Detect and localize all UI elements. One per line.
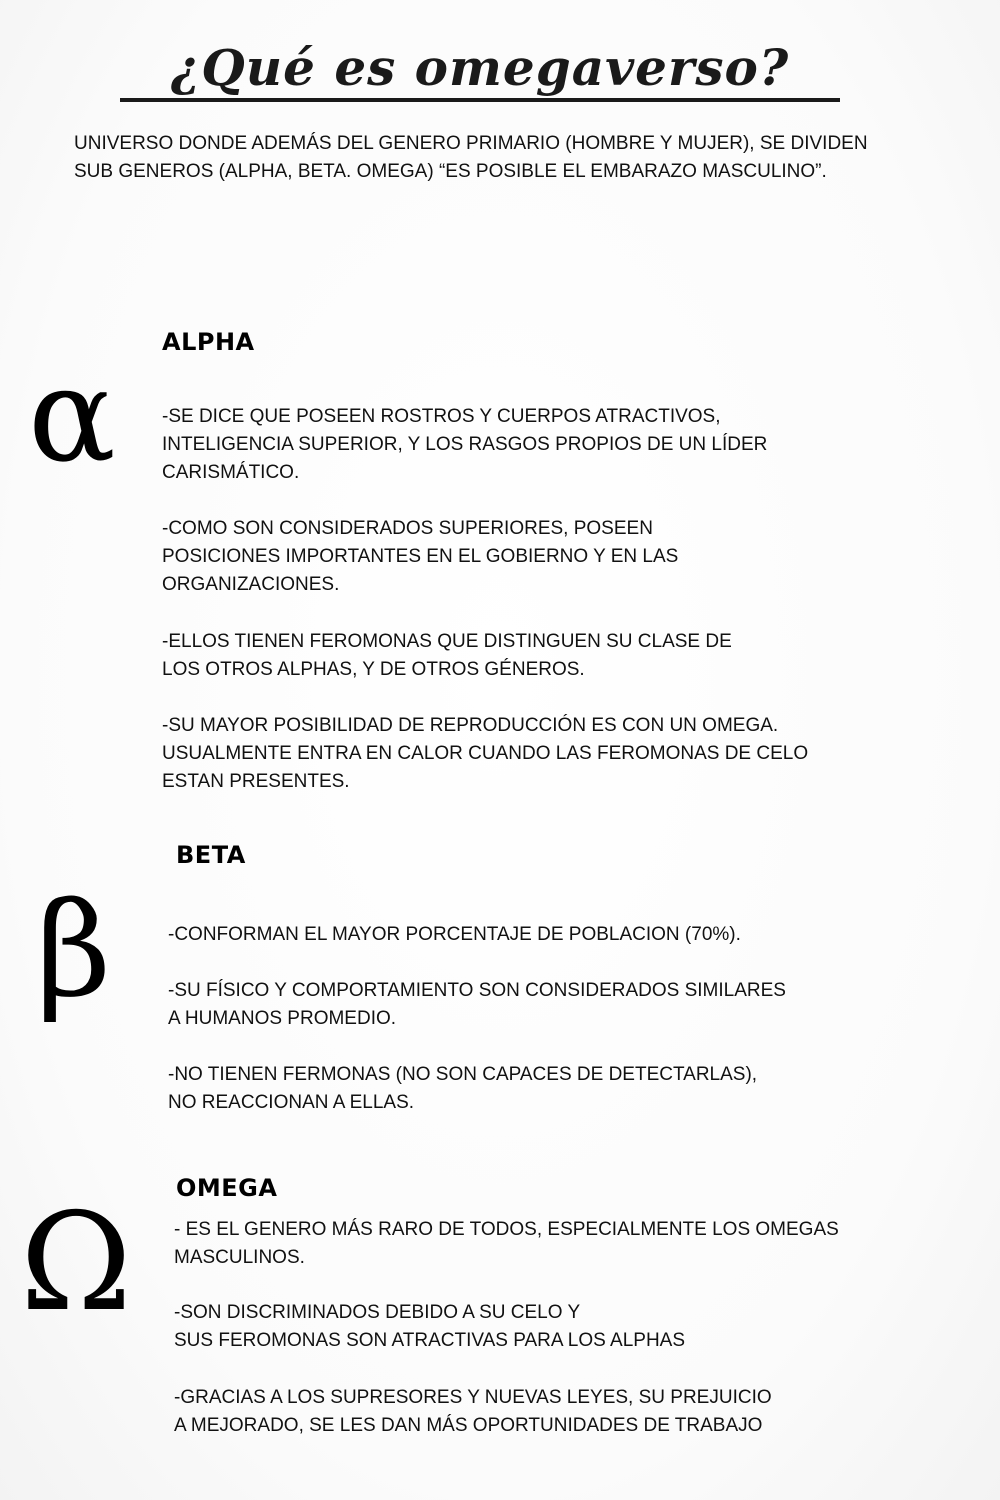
beta-paragraph-2: -SU FÍSICO Y COMPORTAMIENTO SON CONSIDERADOS SIMILARES A HUMANOS PROMEDIO. (168, 980, 786, 1029)
omega-paragraph-2: -SON DISCRIMINADOS DEBIDO A SU CELO Y SUS FEROMONAS SON ATRACTIVAS PARA LOS ALPHAS (174, 1302, 686, 1351)
omega-heading: OMEGA (176, 1174, 278, 1202)
alpha-heading: ALPHA (162, 328, 255, 356)
alpha-paragraph-1: -SE DICE QUE POSEEN ROSTROS Y CUERPOS ATRACTIVOS, INTELIGENCIA SUPERIOR, Y LOS RASGOS PROPIOS DE UN LÍDER CARISMÁTICO. (162, 406, 768, 483)
page-title: ¿Qué es omegaverso? (170, 38, 790, 97)
alpha-paragraph-4: -SU MAYOR POSIBILIDAD DE REPRODUCCIÓN ES CON UN OMEGA. USUALMENTE ENTRA EN CALOR CUANDO LAS FEROMONAS DE CELO ESTAN PRESENTES. (162, 715, 809, 792)
beta-paragraph-1: -CONFORMAN EL MAYOR PORCENTAJE DE POBLACION (70%). (168, 924, 741, 945)
omega-paragraph-1: - ES EL GENERO MÁS RARO DE TODOS, ESPECIALMENTE LOS OMEGAS MASCULINOS. (174, 1219, 839, 1268)
title-underline (120, 98, 840, 102)
beta-paragraph-3: -NO TIENEN FERMONAS (NO SON CAPACES DE DETECTARLAS), NO REACCIONAN A ELLAS. (168, 1064, 758, 1113)
alpha-symbol-icon: α (28, 339, 116, 491)
alpha-paragraph-2: -COMO SON CONSIDERADOS SUPERIORES, POSEEN POSICIONES IMPORTANTES EN EL GOBIERNO Y EN LAS ORGANIZACIONES. (162, 518, 679, 595)
omega-symbol-icon: Ω (20, 1184, 132, 1341)
intro-paragraph: UNIVERSO DONDE ADEMÁS DEL GENERO PRIMARIO (HOMBRE Y MUJER), SE DIVIDEN SUB GENEROS (ALPHA, BETA. OMEGA) “ES POSIBLE EL EMBARAZO MASCULINO”. (74, 133, 868, 182)
beta-symbol-icon: β (36, 874, 112, 1026)
omega-paragraph-3: -GRACIAS A LOS SUPRESORES Y NUEVAS LEYES, SU PREJUICIO A MEJORADO, SE LES DAN MÁS OPORTUNIDADES DE TRABAJO (174, 1387, 772, 1436)
beta-heading: BETA (176, 841, 246, 869)
alpha-paragraph-3: -ELLOS TIENEN FEROMONAS QUE DISTINGUEN SU CLASE DE LOS OTROS ALPHAS, Y DE OTROS GÉNEROS. (162, 631, 732, 680)
